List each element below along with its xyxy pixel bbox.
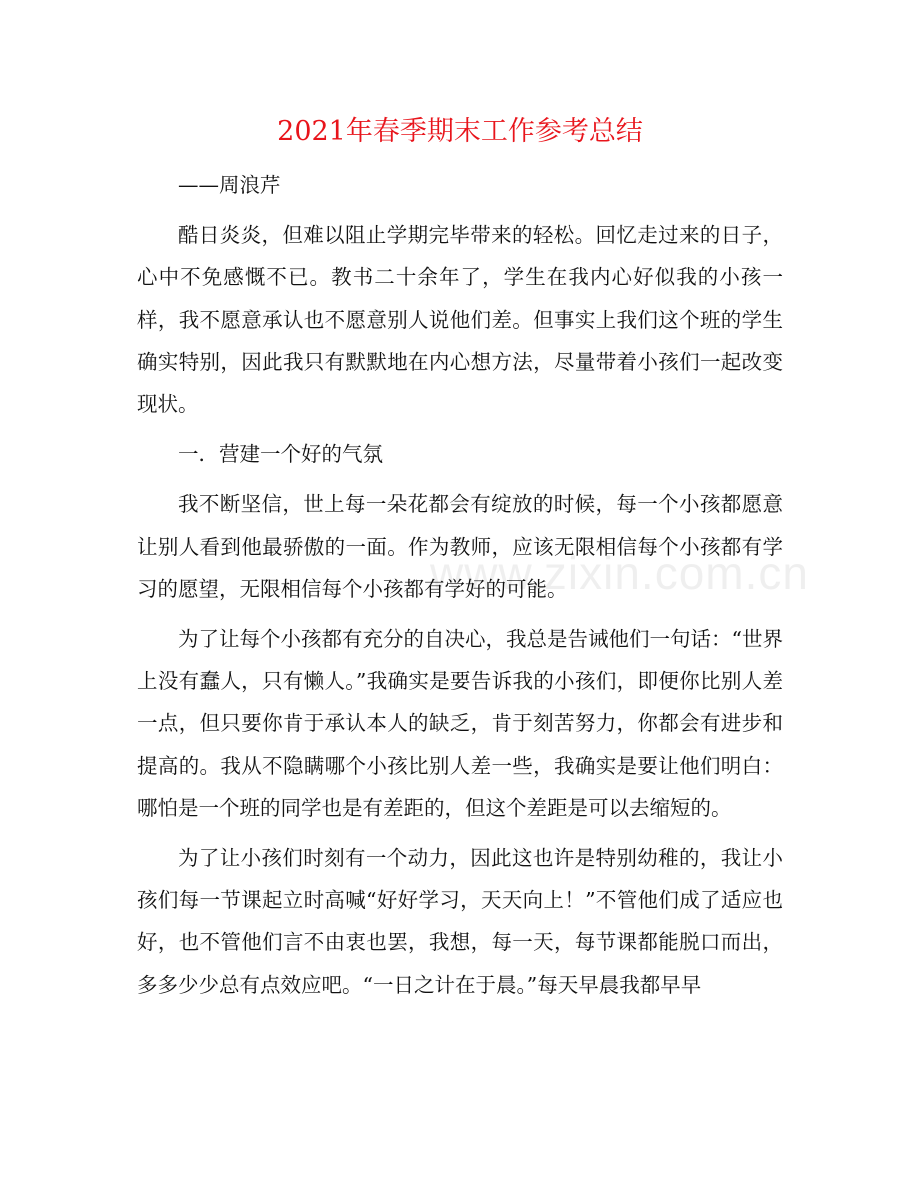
document-body [137, 164, 783, 1006]
watermark: www.zixin.com.cn [430, 547, 809, 599]
paragraph-belief: 我不断坚信，世上每一朵花都会有绽放的时候，每一个小孩都愿意让别人看到他最骄傲的一面。作为教师，应该无限相信每个小孩都有学习的愿望，无限相信每个小孩都有学好的可能。 [137, 492, 783, 601]
document-title: 2021年春季期末工作参考总结 [277, 116, 643, 147]
paragraph-confidence: 为了让每个小孩都有充分的自决心，我总是告诫他们一句话：“世界上没有蠢人，只有懒人。”我确实是要告诉我的小孩们，即便你比别人差一点，但只要你肯于承认本人的缺乏，肯于刻苦努力，你都会有进步和提高的。我从不隐瞒哪个小孩比别人差一些，我确实是要让他们明白：哪怕是一个班的同学也是有差距的，但这个差距是可以去缩短的。 [137, 627, 783, 820]
author-line: ——周浪芹 [178, 173, 281, 197]
paragraph-motivation: 为了让小孩们时刻有一个动力，因此这也许是特别幼稚的，我让小孩们每一节课起立时高喊“好好学习，天天向上！”不管他们成了适应也好，也不管他们言不由衷也罢，我想，每一天，每节课都能脱口而出，多多少少总有点效应吧。“一日之计在于晨。”每天早晨我都早早 [137, 846, 783, 997]
paragraph-intro: 酷日炎炎，但难以阻止学期完毕带来的轻松。回忆走过来的日子，心中不免感慨不已。教书二十余年了，学生在我内心好似我的小孩一样，我不愿意承认也不愿意别人说他们差。但事实上我们这个班的学生确实特别，因此我只有默默地在内心想方法，尽量带着小孩们一起改变现状。 [137, 223, 783, 417]
section-heading: 一．营建一个好的气氛 [178, 442, 383, 467]
